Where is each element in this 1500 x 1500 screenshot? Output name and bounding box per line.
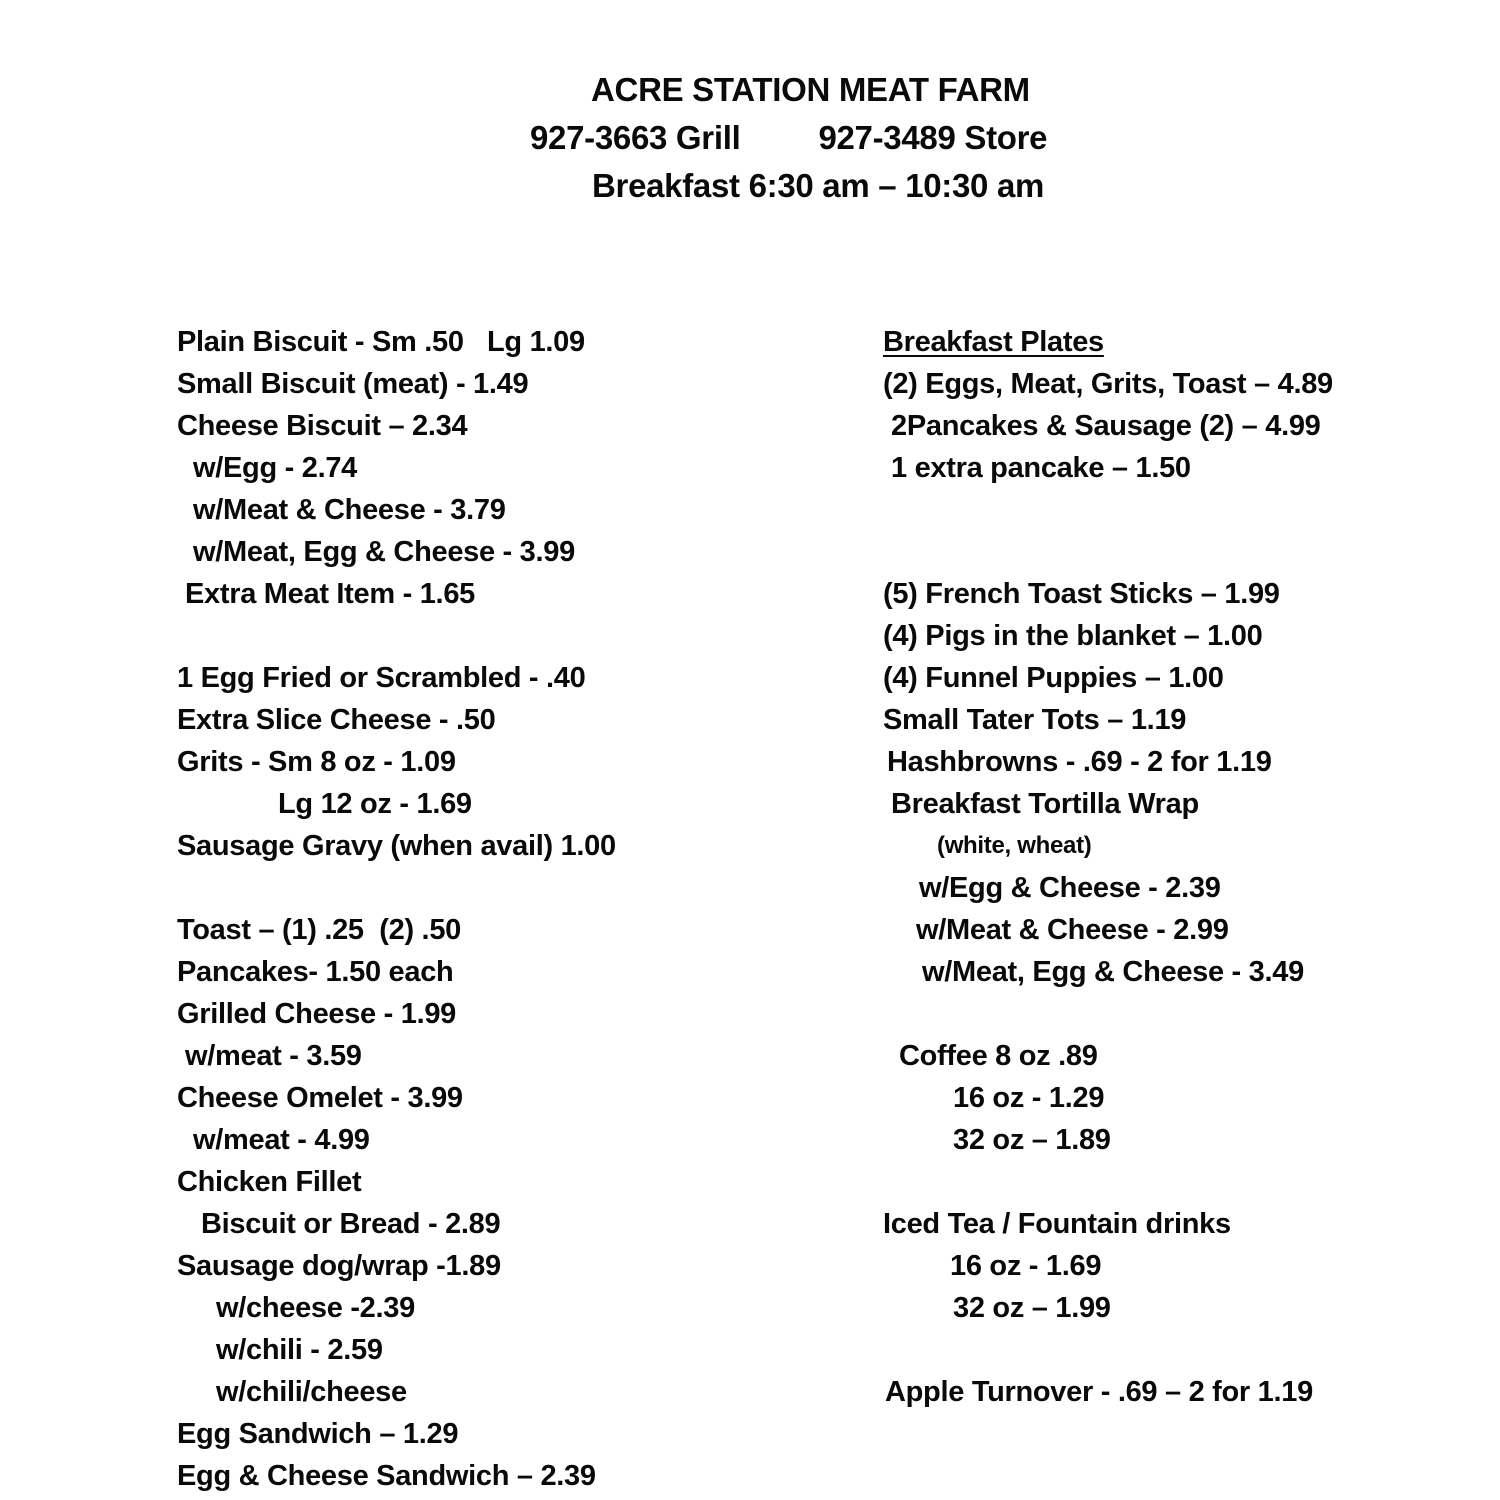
menu-item: w/Meat & Cheese - 3.79 <box>193 494 506 526</box>
menu-item: Small Biscuit (meat) - 1.49 <box>177 368 529 400</box>
phone-numbers <box>530 118 1047 158</box>
menu-item: 16 oz - 1.69 <box>950 1250 1102 1282</box>
menu-item: w/Egg - 2.74 <box>193 452 357 484</box>
menu-item: Chicken Fillet <box>177 1166 362 1198</box>
menu-item: w/Meat, Egg & Cheese - 3.99 <box>193 536 575 568</box>
menu-item: w/Egg & Cheese - 2.39 <box>919 872 1221 904</box>
menu-item: Apple Turnover - .69 – 2 for 1.19 <box>885 1376 1313 1408</box>
menu-item: Cheese Biscuit – 2.34 <box>177 410 468 442</box>
grill-phone: 927-3663 Grill <box>530 119 741 156</box>
menu-item: Egg Sandwich – 1.29 <box>177 1418 459 1450</box>
store-phone: 927-3489 Store <box>818 119 1048 156</box>
menu-item: w/meat - 4.99 <box>193 1124 370 1156</box>
menu-item: 1 Egg Fried or Scrambled - .40 <box>177 662 586 694</box>
menu-item: Grits - Sm 8 oz - 1.09 <box>177 746 456 778</box>
menu-item: Toast – (1) .25 (2) .50 <box>177 914 461 946</box>
menu-item: (4) Pigs in the blanket – 1.00 <box>883 620 1263 652</box>
menu-item: Egg & Cheese Sandwich – 2.39 <box>177 1460 596 1492</box>
menu-item: 1 extra pancake – 1.50 <box>891 452 1191 484</box>
menu-item: Extra Meat Item - 1.65 <box>185 578 475 610</box>
menu-item: w/chili - 2.59 <box>216 1334 383 1366</box>
menu-item: Pancakes- 1.50 each <box>177 956 454 988</box>
menu-item: w/cheese -2.39 <box>216 1292 415 1324</box>
menu-item: Iced Tea / Fountain drinks <box>883 1208 1231 1240</box>
menu-item: (2) Eggs, Meat, Grits, Toast – 4.89 <box>883 368 1333 400</box>
menu-item: 32 oz – 1.89 <box>953 1124 1111 1156</box>
menu-item: Cheese Omelet - 3.99 <box>177 1082 463 1114</box>
menu-item: w/meat - 3.59 <box>185 1040 362 1072</box>
menu-item: 16 oz - 1.29 <box>953 1082 1105 1114</box>
menu-item: (4) Funnel Puppies – 1.00 <box>883 662 1224 694</box>
menu-item: 2Pancakes & Sausage (2) – 4.99 <box>891 410 1321 442</box>
menu-item: Extra Slice Cheese - .50 <box>177 704 496 736</box>
menu-item: Lg 12 oz - 1.69 <box>278 788 472 820</box>
menu-item: Hashbrowns - .69 - 2 for 1.19 <box>887 746 1272 778</box>
business-name: ACRE STATION MEAT FARM <box>591 71 1030 108</box>
section-heading: Breakfast Plates <box>883 326 1104 358</box>
menu-item: Sausage dog/wrap -1.89 <box>177 1250 501 1282</box>
menu-item: w/chili/cheese <box>216 1376 407 1408</box>
menu-item: Coffee 8 oz .89 <box>899 1040 1098 1072</box>
menu-item: 32 oz – 1.99 <box>953 1292 1111 1324</box>
breakfast-hours: Breakfast 6:30 am – 10:30 am <box>592 167 1045 204</box>
menu-item: Grilled Cheese - 1.99 <box>177 998 456 1030</box>
menu-item: Small Tater Tots – 1.19 <box>883 704 1187 736</box>
menu-item: (5) French Toast Sticks – 1.99 <box>883 578 1280 610</box>
menu-item: Biscuit or Bread - 2.89 <box>201 1208 501 1240</box>
menu-item: Breakfast Tortilla Wrap <box>891 788 1199 820</box>
menu-item: Sausage Gravy (when avail) 1.00 <box>177 830 616 862</box>
menu-item: (white, wheat) <box>937 832 1092 859</box>
menu-item: Plain Biscuit - Sm .50 Lg 1.09 <box>177 326 585 358</box>
menu-item: w/Meat & Cheese - 2.99 <box>916 914 1229 946</box>
menu-item: w/Meat, Egg & Cheese - 3.49 <box>922 956 1304 988</box>
